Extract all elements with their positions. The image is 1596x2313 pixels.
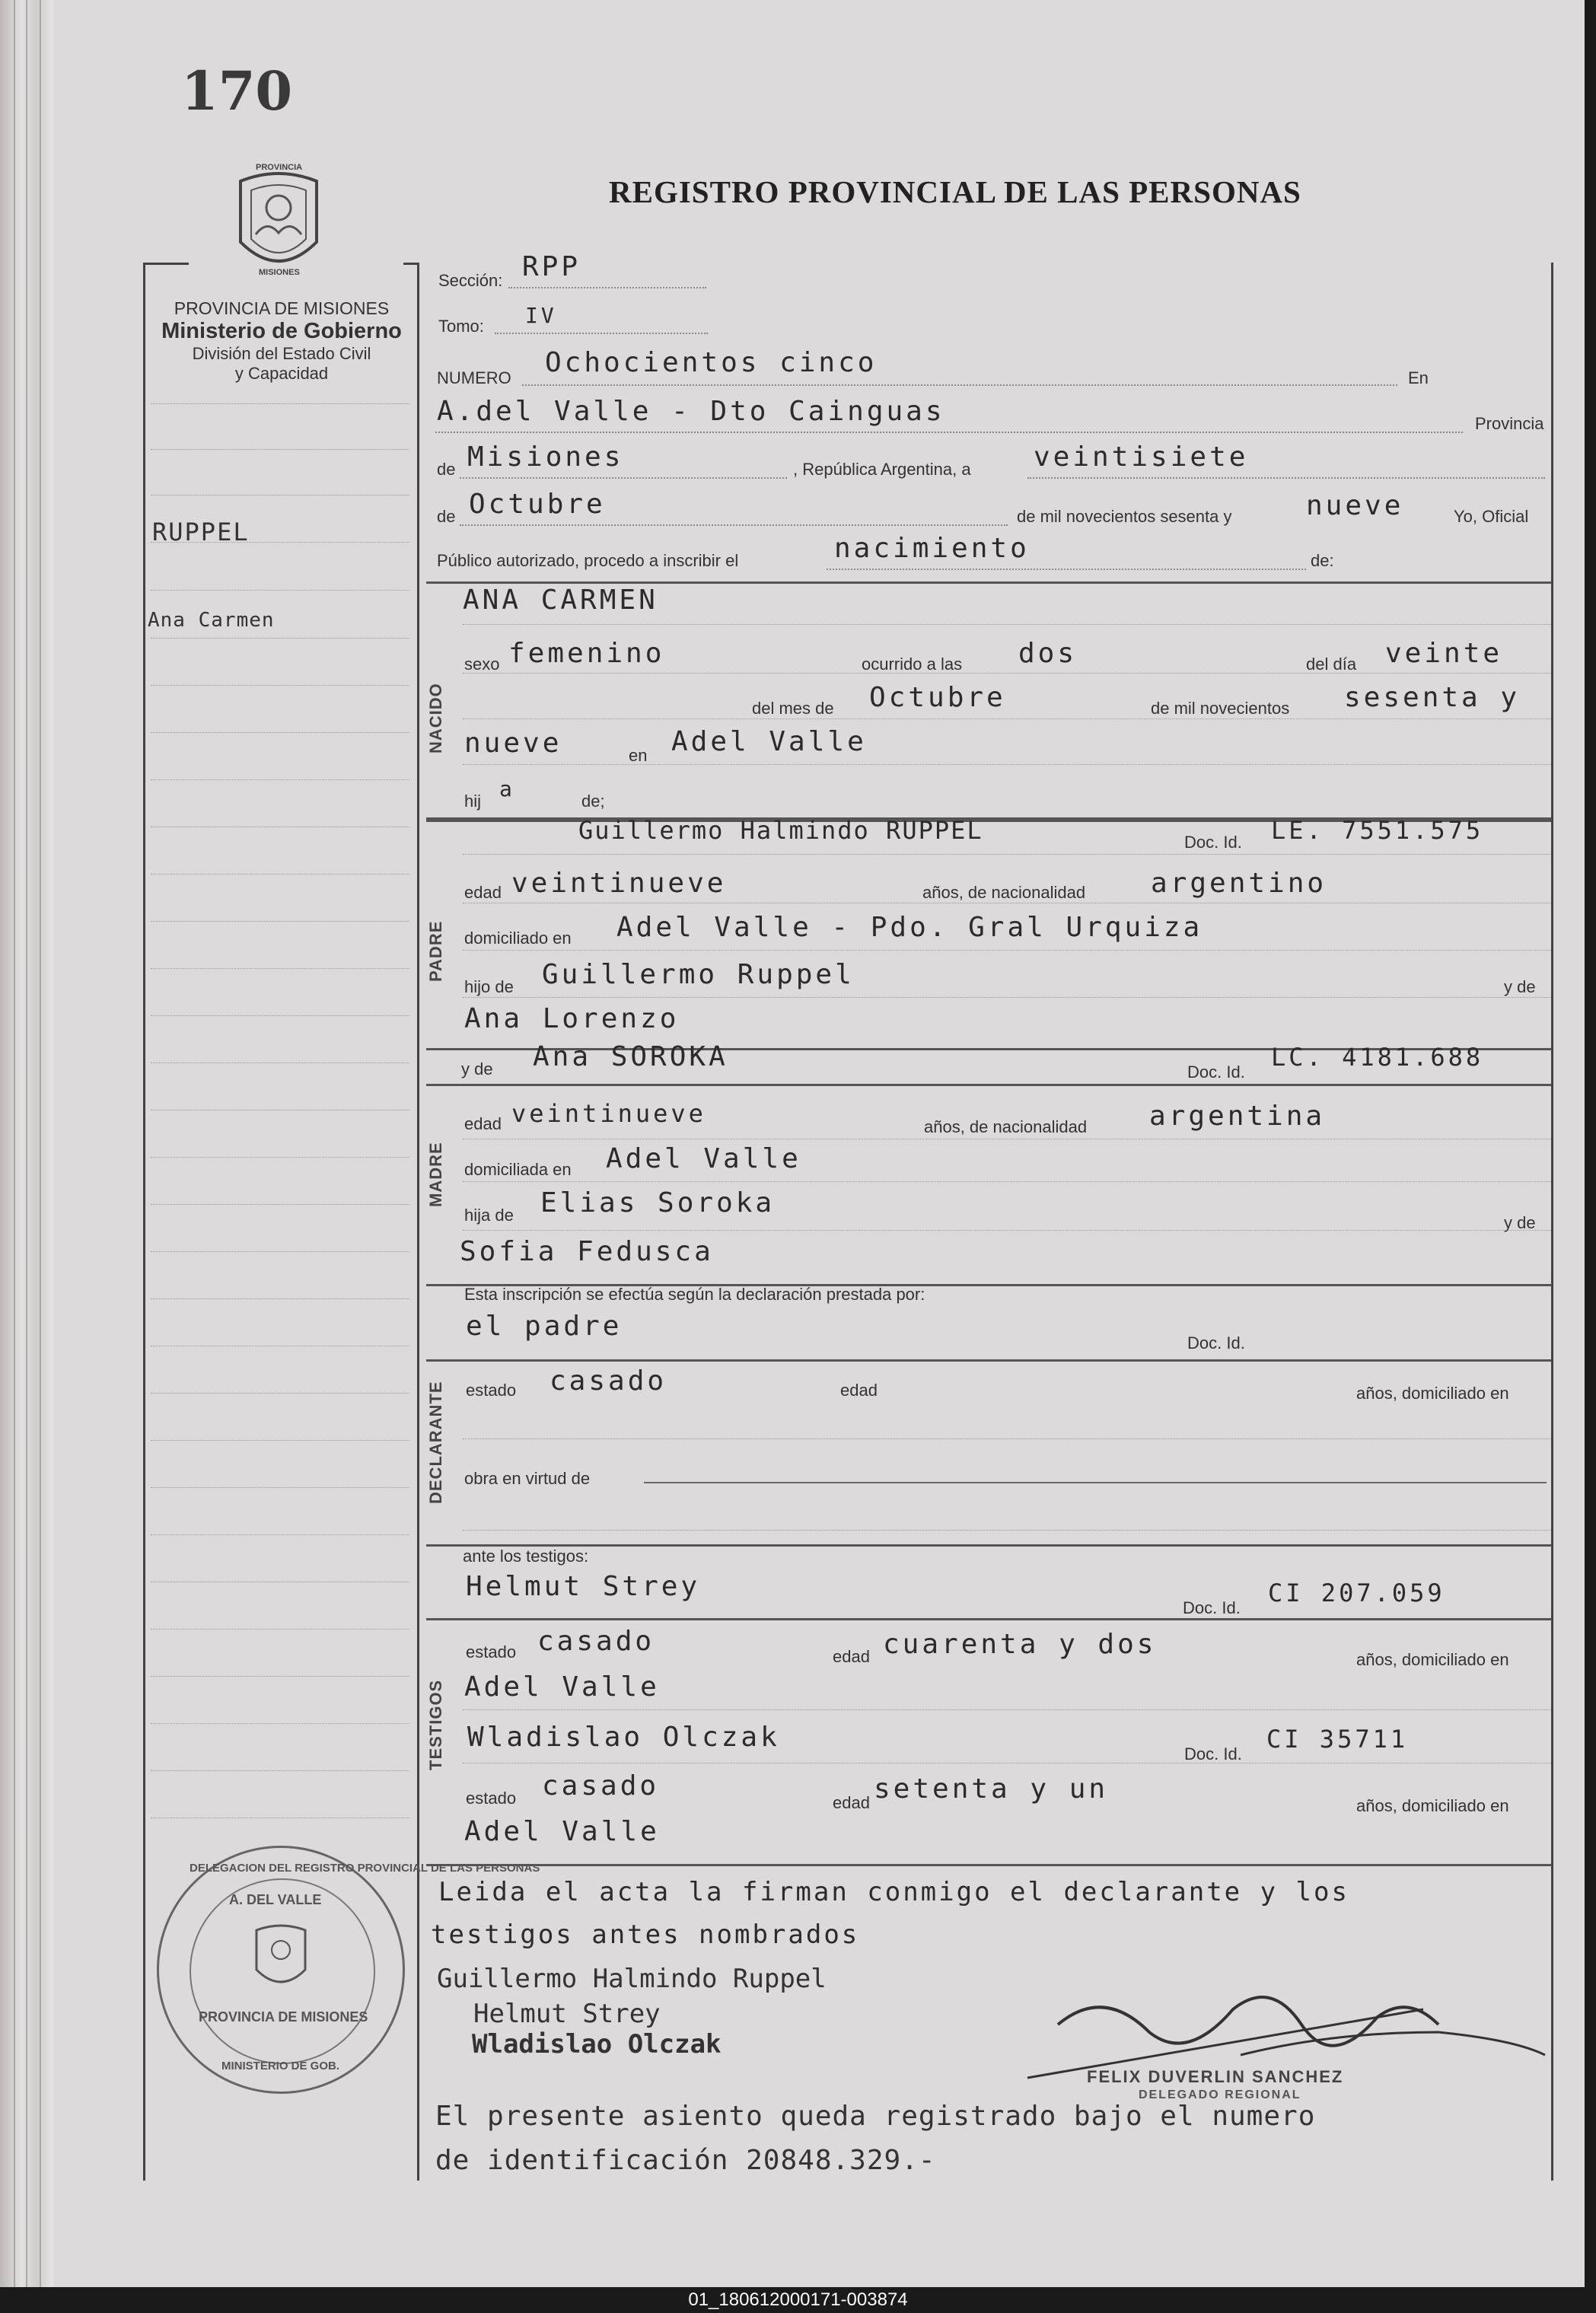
value-testigo1-dom: Adel Valle: [464, 1671, 660, 1703]
value-seccion: RPP: [522, 251, 581, 282]
value-testigo2-doc: CI 35711: [1266, 1725, 1409, 1754]
label-de: de: [437, 460, 456, 479]
label-publico: Público autorizado, procedo a inscribir el: [437, 551, 739, 570]
value-padre-doc: LE. 7551.575: [1271, 816, 1484, 845]
label-sexo: sexo: [464, 655, 500, 674]
label-de-semi: de;: [581, 792, 605, 811]
value-madre-dom: Adel Valle: [606, 1143, 801, 1174]
crest-top-text: PROVINCIA: [256, 163, 303, 172]
label-padre-hijo-de: hijo de: [464, 977, 514, 996]
label-en-2: en: [629, 746, 648, 765]
label-ante: ante los testigos:: [463, 1547, 589, 1566]
label-testigo2-edad: edad: [833, 1793, 870, 1812]
stamp-center-top: A. DEL VALLE: [229, 1892, 322, 1907]
value-anio: sesenta y: [1344, 682, 1521, 713]
section-label-testigos: TESTIGOS: [426, 1679, 445, 1770]
note-line-2: de identificación 20848.329.-: [435, 2145, 936, 2176]
value-fecha-dia: veintisiete: [1034, 441, 1249, 473]
section-label-madre: MADRE: [426, 1142, 445, 1207]
label-de-mil: de mil novecientos sesenta y: [1017, 507, 1232, 526]
value-padre-hijo-de: Guillermo Ruppel: [542, 959, 855, 990]
value-madre-hija-de: Elias Soroka: [540, 1187, 776, 1219]
page-title: REGISTRO PROVINCIAL DE LAS PERSONAS: [609, 174, 1301, 209]
value-testigo2-estado: casado: [542, 1770, 660, 1802]
margin-given-names: Ana Carmen: [148, 609, 275, 632]
label-decl-anos: años, domiciliado en: [1356, 1384, 1509, 1403]
label-testigo2-doc: Doc. Id.: [1184, 1744, 1242, 1763]
label-de-2: de: [437, 507, 456, 526]
label-testigo1-estado: estado: [466, 1642, 517, 1661]
margin-surname: RUPPEL: [152, 518, 250, 546]
value-sexo: femenino: [508, 638, 665, 669]
value-madre-nombre: Ana SOROKA: [533, 1041, 728, 1072]
label-tomo: Tomo:: [438, 317, 484, 336]
value-testigo1-estado: casado: [537, 1626, 655, 1657]
label-obra: obra en virtud de: [464, 1469, 591, 1488]
value-padre-edad: veintinueve: [511, 868, 727, 899]
signature-testigo1: Helmut Strey: [473, 1999, 661, 2029]
value-madre-y-de: Sofia Fedusca: [460, 1236, 714, 1267]
value-lugar: Adel Valle: [671, 726, 867, 757]
label-numero: NUMERO: [437, 368, 511, 387]
section-label-declarante: DECLARANTE: [426, 1381, 445, 1504]
closing-line-1: Leida el acta la firman conmigo el declarante y los: [438, 1877, 1349, 1907]
label-testigo2-estado: estado: [466, 1789, 517, 1808]
value-padre-nombre: Guillermo Halmindo RUPPEL: [578, 816, 983, 845]
value-nacido-nombre: ANA CARMEN: [463, 585, 658, 616]
label-madre-edad: edad: [464, 1114, 502, 1133]
label-madre-dom: domiciliada en: [464, 1160, 572, 1179]
value-mes: Octubre: [869, 682, 1006, 713]
value-testigo1: Helmut Strey: [466, 1571, 701, 1602]
label-padre-doc: Doc. Id.: [1184, 833, 1242, 852]
label-padre-edad: edad: [464, 883, 502, 902]
inner-margin-rule: [417, 263, 419, 2181]
label-testigo1-anos: años, domiciliado en: [1356, 1650, 1509, 1669]
value-en: A.del Valle - Dto Cainguas: [437, 396, 945, 427]
value-testigo2-dom: Adel Valle: [464, 1816, 660, 1847]
signature-testigo2: Wladislao Olczak: [472, 2029, 722, 2060]
page-number: 170: [181, 59, 293, 123]
note-line-1: El presente asiento queda registrado bajo el numero: [435, 2101, 1316, 2132]
label-de-mil-2: de mil novecientos: [1151, 699, 1290, 718]
value-padre-dom: Adel Valle - Pdo. Gral Urquiza: [616, 912, 1203, 943]
value-anio-2: nueve: [464, 728, 562, 759]
value-madre-doc: LC. 4181.688: [1271, 1043, 1484, 1072]
signature-padre: Guillermo Halmindo Ruppel: [437, 1964, 827, 1994]
value-numero: Ochocientos cinco: [545, 347, 878, 378]
value-provincia: Misiones: [467, 441, 624, 473]
official-name-stamp: FELIX DUVERLIN SANCHEZ: [1087, 2067, 1344, 2086]
label-esta-inscripcion: Esta inscripción se efectúa según la declaración prestada por:: [464, 1285, 925, 1304]
label-en: En: [1408, 368, 1429, 387]
label-ocurrido: ocurrido a las: [862, 655, 963, 674]
official-title-stamp: DELEGADO REGIONAL: [1139, 2088, 1301, 2101]
value-dia: veinte: [1385, 638, 1503, 669]
label-padre-y-de: y de: [1504, 977, 1536, 996]
label-yo-oficial: Yo, Oficial: [1454, 507, 1529, 526]
value-madre-nac: argentina: [1149, 1101, 1326, 1132]
value-acto: nacimiento: [834, 533, 1030, 564]
label-provincia: Provincia: [1475, 414, 1544, 433]
ministry-name: Ministerio de Gobierno: [161, 319, 402, 343]
label-decl-edad: edad: [840, 1381, 878, 1400]
label-testigo1-edad: edad: [833, 1647, 870, 1666]
label-republica: , República Argentina, a: [793, 460, 971, 479]
image-id-footer: 01_180612000171-003874: [0, 2287, 1596, 2313]
value-testigo1-edad: cuarenta y dos: [883, 1629, 1157, 1660]
closing-line-2: testigos antes nombrados: [431, 1920, 860, 1950]
label-decl-doc: Doc. Id.: [1187, 1333, 1245, 1352]
value-padre-nac: argentino: [1151, 868, 1327, 899]
value-fecha-anio: nueve: [1306, 490, 1404, 521]
value-hij-suffix: a: [499, 776, 515, 801]
label-de-colon: de:: [1311, 551, 1334, 570]
label-padre-nac: años, de nacionalidad: [922, 883, 1086, 902]
value-declarante: el padre: [466, 1311, 623, 1342]
provincial-crest-icon: [225, 166, 332, 280]
stamp-ring-text: DELEGACION DEL REGISTRO PROVINCIAL DE LAS PERSONAS: [190, 1862, 540, 1875]
value-testigo2-edad: setenta y un: [874, 1773, 1109, 1805]
registry-stamp: [157, 1846, 540, 2094]
label-madre-y-de-2: y de: [1504, 1213, 1536, 1232]
page-binding: [0, 0, 53, 2287]
label-del-dia: del día: [1306, 655, 1357, 674]
section-label-padre: PADRE: [426, 920, 445, 982]
value-fecha-mes: Octubre: [469, 489, 606, 520]
value-decl-estado: casado: [550, 1365, 667, 1397]
label-padre-dom: domiciliado en: [464, 929, 572, 948]
label-seccion: Sección:: [438, 271, 503, 290]
label-testigo2-anos: años, domiciliado en: [1356, 1796, 1509, 1815]
left-margin-rule: [143, 263, 145, 2181]
label-testigo1-doc: Doc. Id.: [1183, 1598, 1241, 1617]
value-hora: dos: [1018, 638, 1078, 669]
stamp-center-bottom: PROVINCIA DE MISIONES: [199, 2009, 368, 2025]
label-madre-hija-de: hija de: [464, 1206, 514, 1225]
right-margin-rule: [1551, 263, 1553, 2181]
stamp-bottom-text: MINISTERIO DE GOB.: [221, 2060, 340, 2072]
value-madre-edad: veintinueve: [511, 1099, 706, 1128]
label-hij: hij: [464, 792, 482, 811]
label-madre-doc: Doc. Id.: [1187, 1063, 1245, 1082]
crest-bottom-text: MISIONES: [259, 268, 300, 277]
value-padre-y-de: Ana Lorenzo: [464, 1003, 680, 1034]
value-tomo: IV: [525, 303, 557, 328]
label-madre-nac: años, de nacionalidad: [924, 1117, 1088, 1136]
ministry-capacity: y Capacidad: [234, 364, 329, 383]
section-label-nacido: NACIDO: [426, 683, 445, 753]
ministry-block: [145, 298, 419, 384]
label-del-mes: del mes de: [752, 699, 834, 718]
label-decl-estado: estado: [466, 1381, 517, 1400]
value-testigo1-doc: CI 207.059: [1268, 1579, 1445, 1607]
ministry-province: PROVINCIA DE MISIONES: [174, 298, 390, 318]
label-madre-y-de: y de: [461, 1059, 493, 1078]
ministry-division: División del Estado Civil: [192, 344, 371, 363]
stamp-crest-icon: [252, 1924, 310, 1993]
value-testigo2: Wladislao Olczak: [467, 1722, 780, 1753]
